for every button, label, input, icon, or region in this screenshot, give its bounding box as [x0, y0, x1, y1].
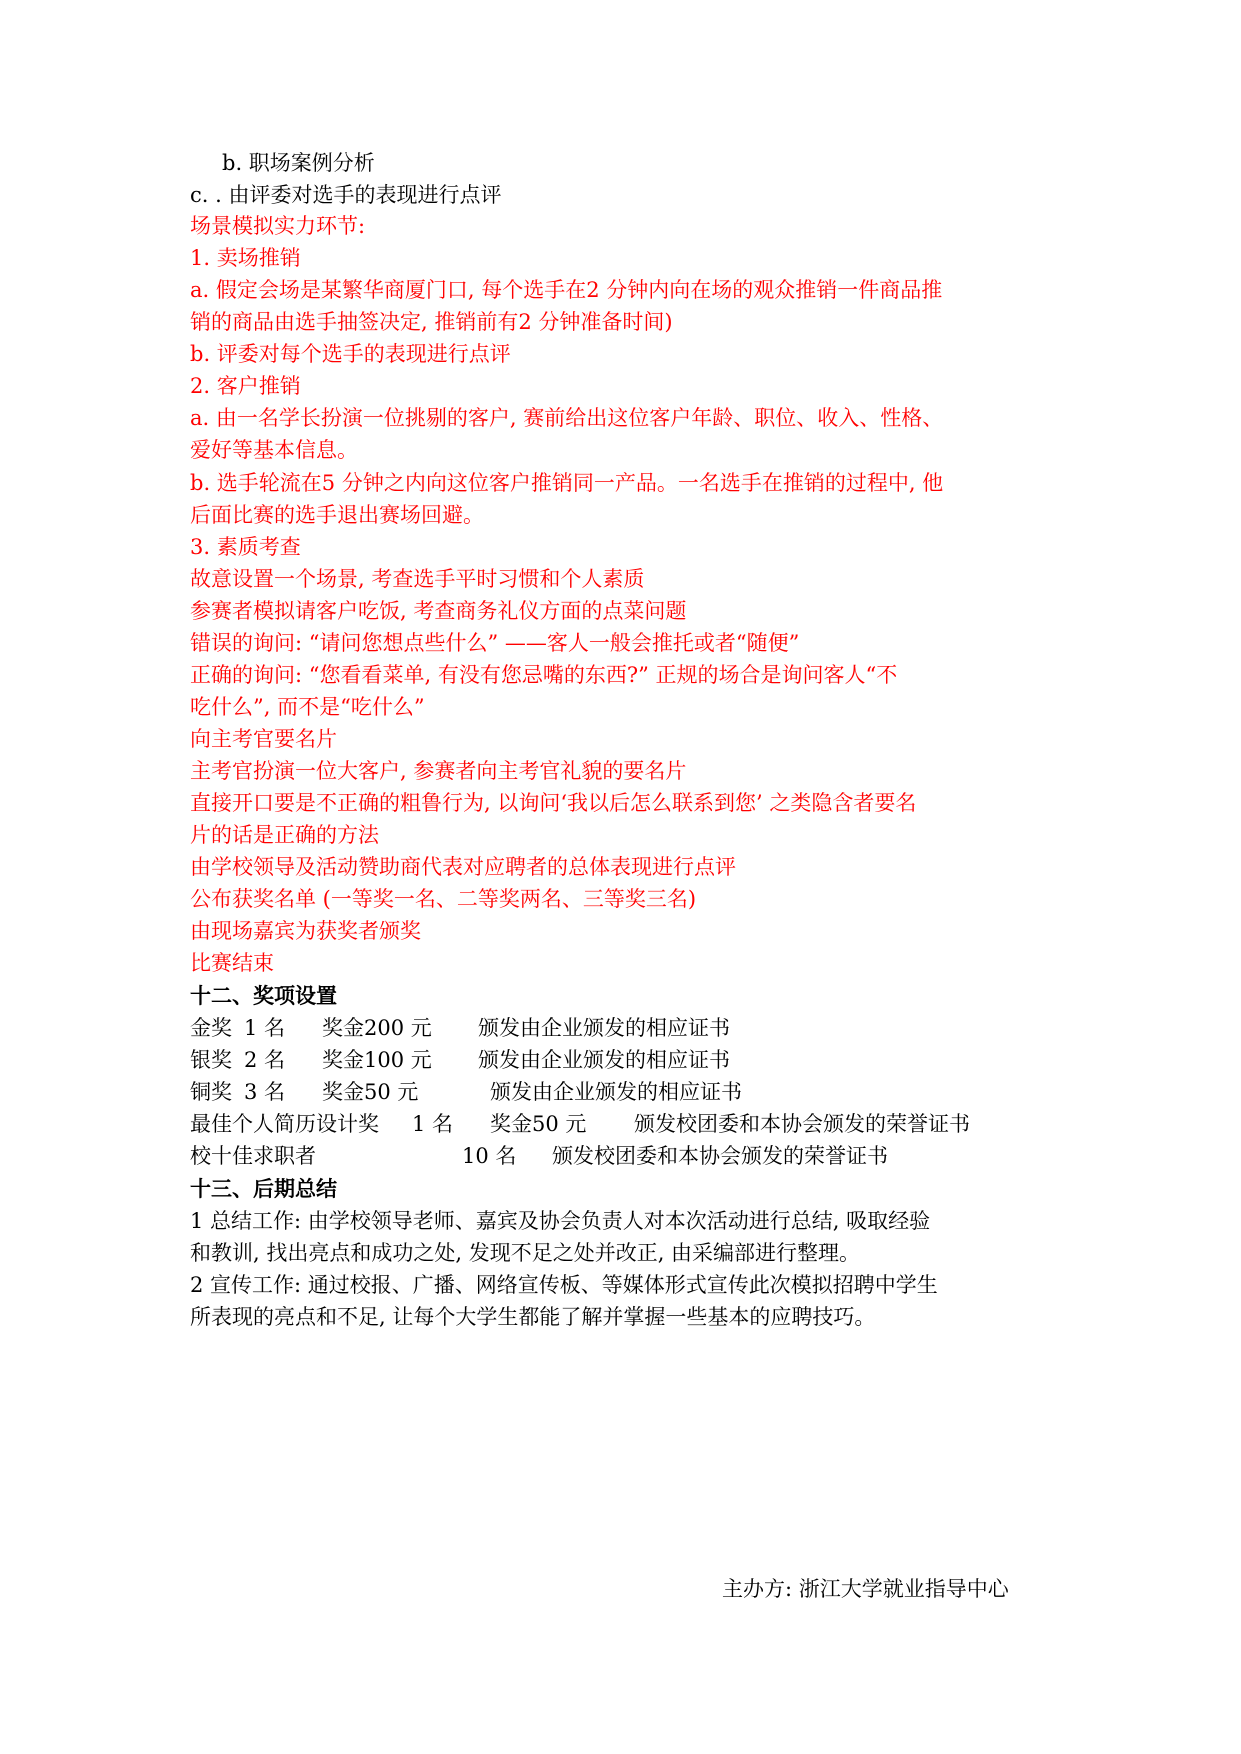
award-desc: 颁发由企业颁发的相应证书 — [478, 1048, 730, 1072]
item-b-case-analysis: b. 职场案例分析 — [222, 151, 375, 175]
quality-line-4a: 正确的询问: “您看看菜单, 有没有您忌嘴的东西?” 正规的场合是询问客人“不 — [190, 663, 898, 687]
scene-section-title: 场景模拟实力环节: — [190, 214, 366, 238]
awards-heading: 十二、奖项设置 — [190, 984, 337, 1008]
quality-line-7b: 片的话是正确的方法 — [190, 823, 379, 847]
award-name: 校十佳求职者 — [190, 1144, 316, 1168]
quality-line-3: 错误的询问: “请问您想点些什么” ——客人一般会推托或者“随便” — [190, 631, 800, 655]
award-name: 铜奖 — [190, 1080, 232, 1104]
summary-p1-line1: 1 总结工作: 由学校领导老师、嘉宾及协会负责人对本次活动进行总结, 吸取经验 — [190, 1209, 931, 1233]
scene-item-2b-line1: b. 选手轮流在5 分钟之内向这位客户推销同一产品。一名选手在推销的过程中, 他 — [190, 471, 944, 495]
summary-heading: 十三、后期总结 — [190, 1177, 337, 1201]
award-desc: 颁发校团委和本协会颁发的荣誉证书 — [552, 1144, 888, 1168]
award-name: 金奖 — [190, 1016, 232, 1040]
scene-item-1b: b. 评委对每个选手的表现进行点评 — [190, 342, 511, 366]
scene-item-3-title: 3. 素质考查 — [190, 535, 301, 559]
award-prize: 奖金50 元 — [322, 1080, 419, 1104]
award-prize: 奖金100 元 — [322, 1048, 432, 1072]
award-count: 3 名 — [244, 1080, 286, 1104]
quality-line-8: 由学校领导及活动赞助商代表对应聘者的总体表现进行点评 — [190, 855, 736, 879]
quality-line-11: 比赛结束 — [190, 951, 274, 975]
award-count: 2 名 — [244, 1048, 286, 1072]
quality-line-4b: 吃什么”, 而不是“吃什么” — [190, 695, 425, 719]
item-c-judge-review: c. . 由评委对选手的表现进行点评 — [190, 183, 502, 207]
quality-line-9: 公布获奖名单 (一等奖一名、二等奖两名、三等奖三名) — [190, 887, 697, 911]
award-prize: 奖金50 元 — [490, 1112, 587, 1136]
quality-line-10: 由现场嘉宾为获奖者颁奖 — [190, 919, 421, 943]
sponsor-signature: 主办方: 浙江大学就业指导中心 — [722, 1577, 1009, 1601]
award-count: 10 名 — [462, 1144, 517, 1168]
summary-p1-line2: 和教训, 找出亮点和成功之处, 发现不足之处并改正, 由采编部进行整理。 — [190, 1241, 861, 1265]
award-count: 1 名 — [244, 1016, 286, 1040]
scene-item-2b-line2: 后面比赛的选手退出赛场回避。 — [190, 503, 484, 527]
award-count: 1 名 — [412, 1112, 454, 1136]
quality-line-5: 向主考官要名片 — [190, 727, 337, 751]
quality-line-1: 故意设置一个场景, 考查选手平时习惯和个人素质 — [190, 567, 645, 591]
scene-item-2a-line2: 爱好等基本信息。 — [190, 438, 358, 462]
award-desc: 颁发由企业颁发的相应证书 — [478, 1016, 730, 1040]
scene-item-1a-line1: a. 假定会场是某繁华商厦门口, 每个选手在2 分钟内向在场的观众推销一件商品推 — [190, 278, 943, 302]
award-desc: 颁发校团委和本协会颁发的荣誉证书 — [634, 1112, 970, 1136]
summary-p2-line2: 所表现的亮点和不足, 让每个大学生都能了解并掌握一些基本的应聘技巧。 — [190, 1305, 876, 1329]
award-desc: 颁发由企业颁发的相应证书 — [490, 1080, 742, 1104]
summary-p2-line1: 2 宣传工作: 通过校报、广播、网络宣传板、等媒体形式宣传此次模拟招聘中学生 — [190, 1273, 938, 1297]
quality-line-7a: 直接开口要是不正确的粗鲁行为, 以询问‘我以后怎么联系到您’ 之类隐含者要名 — [190, 791, 917, 815]
scene-item-1a-line2: 销的商品由选手抽签决定, 推销前有2 分钟准备时间) — [190, 310, 673, 334]
quality-line-6: 主考官扮演一位大客户, 参赛者向主考官礼貌的要名片 — [190, 759, 687, 783]
award-name: 银奖 — [190, 1048, 232, 1072]
award-prize: 奖金200 元 — [322, 1016, 432, 1040]
scene-item-2-title: 2. 客户推销 — [190, 374, 301, 398]
scene-item-2a-line1: a. 由一名学长扮演一位挑剔的客户, 赛前给出这位客户年龄、职位、收入、性格、 — [190, 406, 944, 430]
award-name: 最佳个人简历设计奖 — [190, 1112, 379, 1136]
quality-line-2: 参赛者模拟请客户吃饭, 考查商务礼仪方面的点菜问题 — [190, 599, 687, 623]
scene-item-1-title: 1. 卖场推销 — [190, 246, 301, 270]
